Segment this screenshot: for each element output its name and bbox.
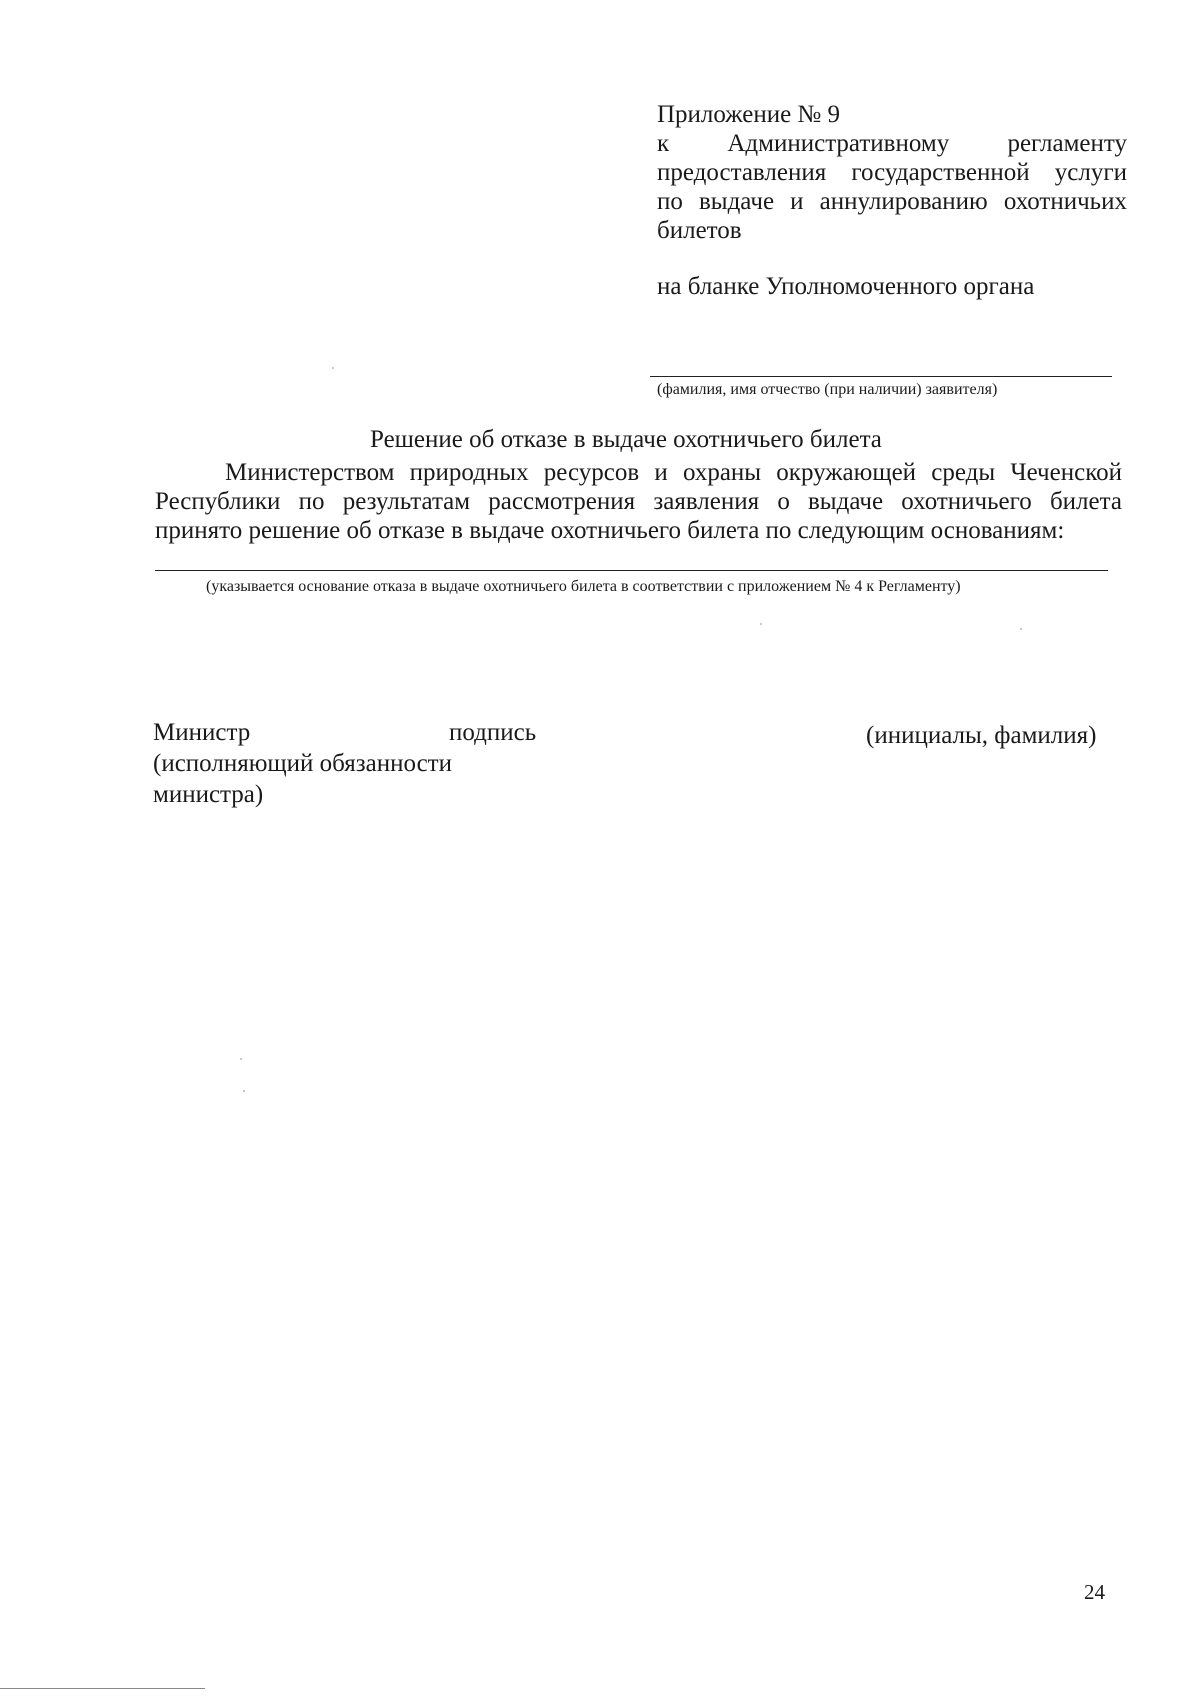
- reason-line: [155, 570, 1108, 571]
- header-word: к: [657, 130, 670, 157]
- body-word: билета: [1049, 488, 1122, 515]
- scan-edge-line: [0, 1688, 205, 1689]
- header-line-3: [657, 158, 1127, 187]
- scan-speck: [1020, 628, 1022, 630]
- decision-title: Решение об отказе в выдаче охотничьего билета: [370, 426, 882, 453]
- header-line-2: [657, 129, 1127, 158]
- body-word: ресурсов: [543, 459, 640, 486]
- header-word: и: [790, 188, 804, 215]
- signature-label: подпись: [449, 719, 537, 746]
- body-word: Министерством: [225, 459, 395, 486]
- header-word: регламенту: [1007, 130, 1127, 157]
- header-line-4: [657, 187, 1127, 216]
- body-word: Республики: [155, 488, 281, 515]
- scan-speck: [240, 1058, 242, 1060]
- header-word: аннулированию: [819, 188, 988, 215]
- header-word: охотничьих: [1003, 188, 1127, 215]
- decision-body: [155, 458, 1122, 545]
- body-word: результатам: [342, 488, 471, 515]
- scan-speck: [243, 1090, 245, 1092]
- body-word: выдаче: [808, 488, 884, 515]
- minister-title: [153, 717, 452, 810]
- header-line-5: билетов: [657, 217, 742, 244]
- applicant-name-line: [650, 376, 1112, 377]
- body-line-2: [155, 487, 1122, 516]
- minister-line-2: (исполняющий обязанности: [153, 750, 452, 777]
- body-word: окружающей: [776, 459, 917, 486]
- body-word: охотничьего: [901, 488, 1032, 515]
- header-word: услуги: [1054, 159, 1127, 186]
- minister-line-3: министра): [153, 781, 264, 808]
- appendix-number: Приложение № 9: [657, 101, 841, 128]
- body-line-3: принято решение об отказе в выдаче охотничьего билета по следующим основаниям:: [155, 517, 1065, 544]
- header-word: Административному: [727, 130, 950, 157]
- header-word: по: [657, 188, 683, 215]
- body-word: по: [298, 488, 325, 515]
- header-word: предоставления: [657, 159, 827, 186]
- scan-speck: [332, 367, 334, 369]
- body-word: рассмотрения: [488, 488, 636, 515]
- body-word: Чеченской: [1010, 459, 1122, 486]
- body-word: охраны: [682, 459, 762, 486]
- body-word: заявления: [653, 488, 760, 515]
- body-word: о: [777, 488, 790, 515]
- reason-caption: (указывается основание отказа в выдаче охотничьего билета в соответствии с приложением № 4 к Регламенту): [206, 578, 961, 595]
- body-word: и: [654, 459, 668, 486]
- scan-speck: [760, 623, 762, 625]
- applicant-caption: (фамилия, имя отчество (при наличии) заявителя): [657, 381, 998, 398]
- appendix-header: [657, 100, 1127, 301]
- page-number: 24: [1084, 1580, 1105, 1604]
- initials-label: (инициалы, фамилия): [866, 722, 1097, 749]
- blank-note: на бланке Уполномоченного органа: [657, 273, 1035, 300]
- body-line-1: [155, 458, 1122, 487]
- header-word: выдаче: [698, 188, 775, 215]
- minister-line-1: Министр: [153, 719, 251, 746]
- body-word: природных: [409, 459, 529, 486]
- header-word: государственной: [851, 159, 1030, 186]
- body-word: среды: [931, 459, 996, 486]
